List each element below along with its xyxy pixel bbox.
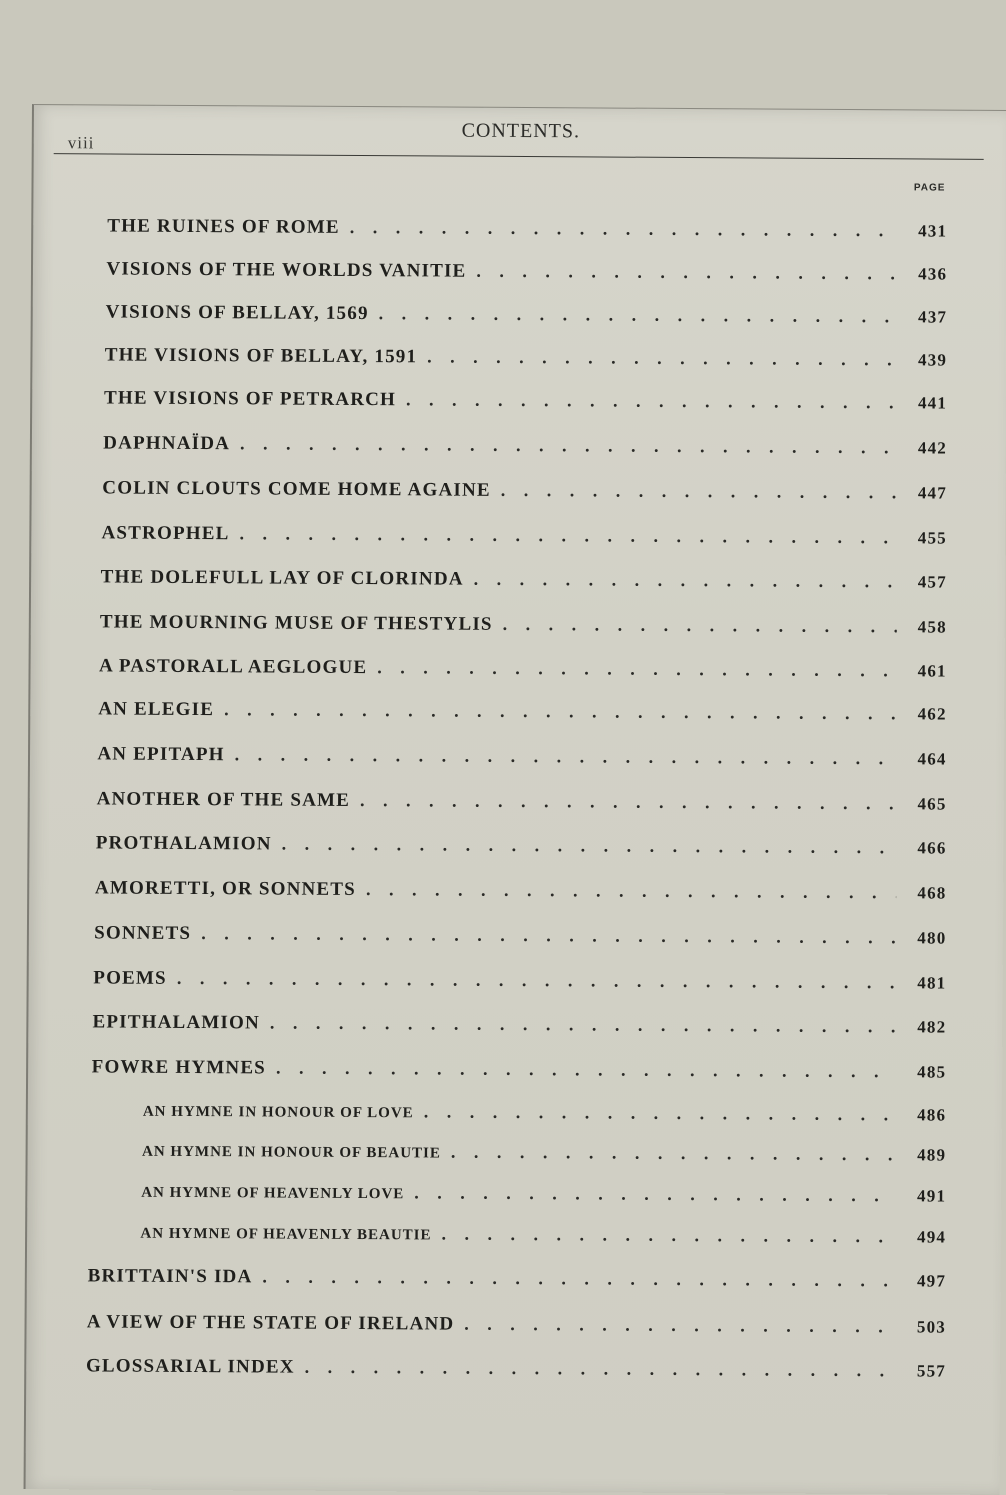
entry-page-number: 441: [917, 393, 948, 413]
contents-entry: [106, 301, 948, 328]
entry-page-number: 481: [917, 973, 947, 993]
entry-page-number: 482: [917, 1017, 947, 1037]
entry-title: DAPHNAÏDA: [103, 432, 231, 455]
entry-page-number: 489: [917, 1145, 947, 1165]
entry-title: VISIONS OF BELLAY, 1569: [105, 301, 369, 325]
contents-entry: [102, 477, 947, 504]
entry-title: AN HYMNE IN HONOUR OF BEAUTIE: [141, 1143, 441, 1162]
contents-entry: [104, 387, 947, 414]
entry-page-number: 442: [917, 438, 948, 458]
entry-page-number: 465: [917, 794, 947, 814]
entry-title: THE MOURNING MUSE OF THESTYLIS: [99, 611, 493, 635]
dot-leader: [476, 261, 897, 285]
dot-leader: [503, 614, 897, 637]
entry-title: THE DOLEFULL LAY OF CLORINDA: [100, 566, 464, 590]
contents-entry: [87, 1311, 946, 1338]
entry-page-number: 497: [916, 1271, 947, 1291]
dot-leader: [441, 1224, 896, 1248]
entry-title: GLOSSARIAL INDEX: [85, 1355, 295, 1378]
contents-entry: [94, 922, 946, 949]
contents-entry: [93, 967, 946, 994]
entry-page-number: 480: [917, 928, 947, 948]
contents-entry: [88, 1265, 947, 1292]
entry-title: PROTHALAMION: [95, 832, 272, 855]
dot-leader: [177, 968, 897, 993]
contents-entry: [100, 611, 947, 638]
dot-leader: [427, 346, 897, 370]
entry-title: COLIN CLOUTS COME HOME AGAINE: [102, 477, 491, 501]
contents-entry: [107, 215, 947, 242]
dot-leader: [501, 480, 897, 503]
dot-leader: [239, 523, 897, 548]
contents-subentry: [141, 1181, 946, 1207]
entry-page-number: 491: [917, 1186, 947, 1206]
entry-page-number: 486: [917, 1105, 947, 1125]
entry-title: AN HYMNE IN HONOUR OF LOVE: [142, 1103, 414, 1122]
entry-title: SONNETS: [94, 922, 192, 944]
contents-entry: [97, 743, 946, 770]
dot-leader: [474, 569, 897, 593]
contents-subentry: [142, 1140, 946, 1166]
header-rule: [54, 153, 984, 160]
dot-leader: [282, 834, 897, 859]
entry-page-number: 466: [917, 838, 947, 858]
entry-page-number: 464: [917, 749, 947, 769]
entry-page-number: 437: [918, 307, 948, 327]
entry-page-number: 557: [916, 1361, 947, 1381]
entry-page-number: 462: [917, 704, 947, 724]
dot-leader: [270, 1012, 897, 1037]
contents-entry: [106, 258, 947, 285]
dot-leader: [377, 657, 897, 681]
entry-title: VISIONS OF THE WORLDS VANITIE: [106, 258, 467, 282]
entry-title: A PASTORALL AEGLOGUE: [99, 655, 368, 679]
entry-title: AMORETTI, OR SONNETS: [94, 877, 357, 900]
dot-leader: [414, 1182, 896, 1206]
contents-entry: [103, 432, 947, 459]
contents-entry: [92, 1011, 946, 1038]
contents-entry: [92, 1056, 947, 1083]
dot-leader: [240, 433, 897, 458]
contents-entry: [101, 522, 947, 549]
entry-page-number: 436: [918, 264, 948, 284]
dot-leader: [224, 699, 897, 724]
contents-entry: [98, 698, 947, 725]
contents-entry: [95, 877, 947, 904]
entry-page-number: 439: [917, 350, 948, 370]
contents-entry: [86, 1355, 946, 1382]
entry-title: AN EPITAPH: [97, 743, 225, 766]
entry-page-number: 447: [917, 483, 948, 503]
entry-title: THE VISIONS OF PETRARCH: [103, 387, 397, 411]
dot-leader: [366, 879, 897, 903]
contents-entry: [105, 344, 947, 371]
entry-title: AN HYMNE OF HEAVENLY BEAUTIE: [140, 1225, 432, 1244]
entry-title: POEMS: [93, 967, 167, 989]
contents-entry: [99, 655, 947, 682]
dot-leader: [451, 1142, 896, 1166]
contents-subentry: [143, 1100, 947, 1126]
contents-entry: [96, 832, 947, 859]
dot-leader: [305, 1357, 896, 1382]
contents-entry: [97, 788, 947, 815]
dot-leader: [201, 923, 896, 948]
dot-leader: [424, 1101, 897, 1125]
entry-title: ASTROPHEL: [101, 522, 230, 545]
entry-page-number: 431: [918, 221, 948, 241]
entry-page-number: 485: [917, 1062, 947, 1082]
entry-title: A VIEW OF THE STATE OF IRELAND: [86, 1311, 455, 1335]
dot-leader: [464, 1314, 896, 1338]
book-page: [24, 104, 1006, 1495]
entry-title: AN HYMNE OF HEAVENLY LOVE: [141, 1184, 405, 1203]
entry-title: THE RUINES OF ROME: [107, 215, 340, 238]
folio-number: viii: [67, 133, 95, 153]
dot-leader: [235, 744, 897, 769]
entry-title: ANOTHER OF THE SAME: [96, 788, 351, 811]
entry-page-number: 461: [917, 661, 947, 681]
entry-page-number: 457: [917, 572, 947, 592]
entry-title: FOWRE HYMNES: [91, 1056, 267, 1079]
entry-title: EPITHALAMION: [92, 1011, 261, 1034]
dot-leader: [262, 1266, 896, 1291]
entry-page-number: 458: [917, 617, 947, 637]
dot-leader: [406, 389, 897, 413]
page-column-header: PAGE: [913, 182, 946, 194]
running-head: CONTENTS.: [461, 119, 581, 143]
entry-title: THE VISIONS OF BELLAY, 1591: [104, 344, 418, 368]
entry-page-number: 503: [916, 1317, 947, 1337]
dot-leader: [276, 1058, 896, 1083]
dot-leader: [379, 303, 898, 327]
entry-page-number: 494: [916, 1227, 947, 1247]
contents-list: [33, 201, 1006, 1381]
contents-entry: [101, 566, 947, 593]
dot-leader: [360, 790, 897, 814]
contents-subentry: [140, 1222, 946, 1248]
entry-title: BRITTAIN'S IDA: [87, 1265, 253, 1288]
entry-page-number: 455: [917, 528, 947, 548]
dot-leader: [350, 217, 898, 241]
entry-title: AN ELEGIE: [98, 698, 215, 721]
entry-page-number: 468: [917, 883, 947, 903]
